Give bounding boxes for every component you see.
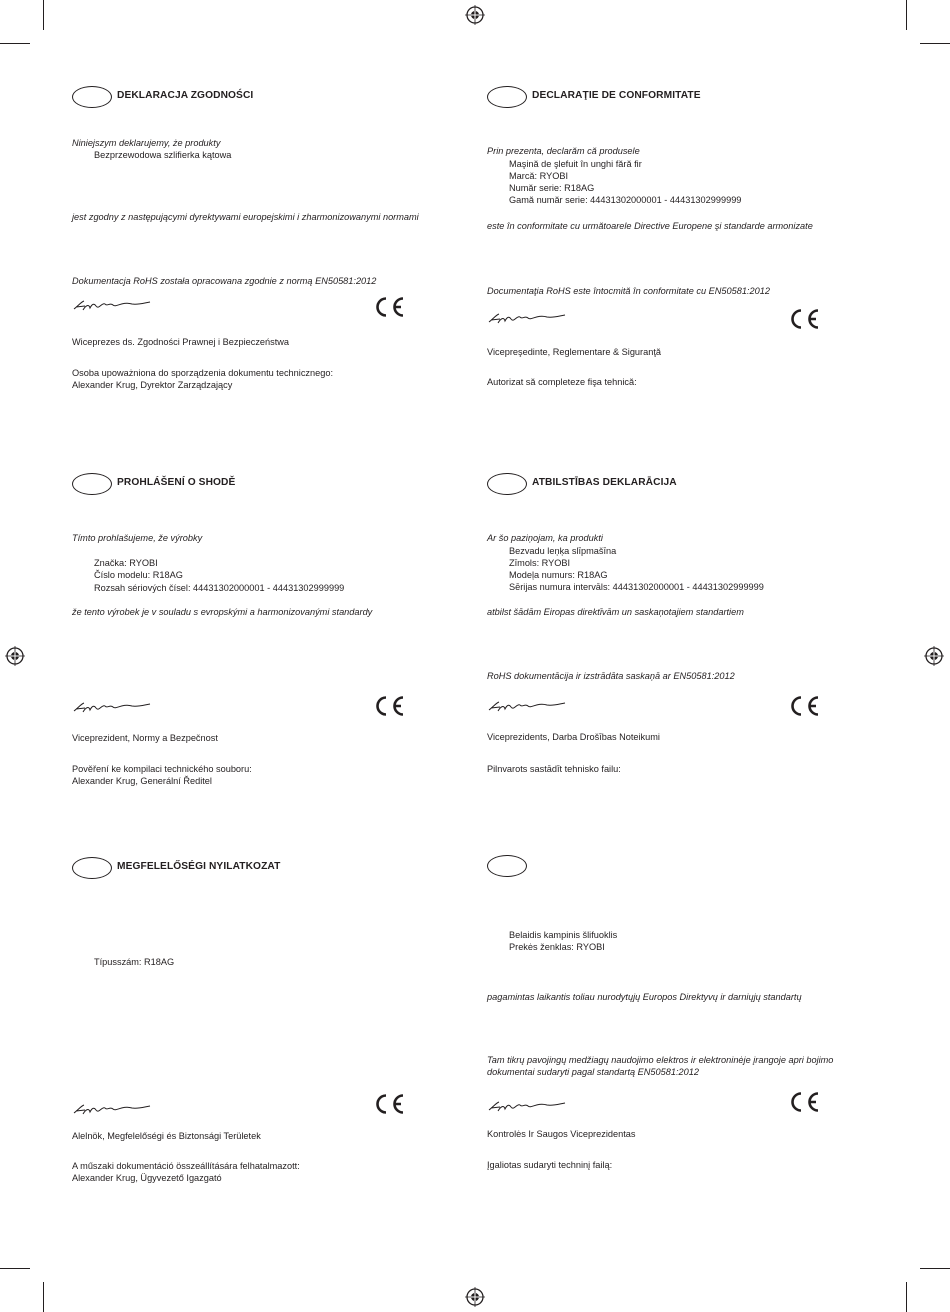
ce-mark-icon [372,695,406,717]
product-line: Bezprzewodowa szlifierka kątowa [94,150,232,160]
intro-text: Niniejszym deklarujemy, że produkty [72,138,221,148]
ce-mark-icon [372,296,406,318]
declaration-section-hungarian [72,857,472,1187]
conformity-text: este în conformitate cu următoarele Directive Europene şi standarde armonizate [487,221,813,231]
product-line: Număr serie: R18AG [509,183,595,193]
crop-mark [920,43,950,44]
conformity-text: pagamintas laikantis toliau nurodytųjų Europos Direktyvų ir darniųjų standartų [487,992,802,1002]
signatory-role: Kontrolės Ir Saugos Viceprezidentas [487,1129,636,1139]
intro-text: Ar šo paziņojam, ka produkti [487,533,603,543]
signature-icon [72,700,154,716]
language-oval-icon [487,473,527,495]
product-line: Modeļa numurs: R18AG [509,570,608,580]
language-oval-icon [487,855,527,877]
crop-mark [906,0,907,30]
declaration-section-romanian [487,86,887,396]
ce-mark-icon [787,695,821,717]
section-header [487,855,887,875]
section-title: ATBILSTĪBAS DEKLARĀCIJA [532,477,677,488]
signature-icon [487,1099,569,1115]
language-oval-icon [72,857,112,879]
declaration-section-lithuanian [487,855,887,1185]
product-line: Značka: RYOBI [94,558,158,568]
conformity-text: atbilst šādām Eiropas direktīvām un saskaņotajiem standartiem [487,607,744,617]
section-title: MEGFELELŐSÉGI NYILATKOZAT [117,861,281,872]
ce-mark-icon [372,1093,406,1115]
declaration-section-polish [72,86,472,396]
product-line: Číslo modelu: R18AG [94,570,183,580]
rohs-text: RoHS dokumentācija ir izstrādāta saskaņā ar EN50581:2012 [487,671,735,681]
crop-mark [906,1282,907,1312]
tech-file-line: Įgaliotas sudaryti techninį failą: [487,1160,613,1170]
rohs-text: Documentaţia RoHS este întocmită în conformitate cu EN50581:2012 [487,286,770,296]
tech-file-line: Pověření ke kompilaci technického souboru: [72,764,252,774]
crop-mark [920,1268,950,1269]
product-line: Belaidis kampinis šlifuoklis [509,930,618,940]
declaration-section-latvian [487,473,887,793]
signature-icon [487,311,569,327]
intro-text: Prin prezenta, declarăm că produsele [487,146,640,156]
rohs-text: Dokumentacja RoHS została opracowana zgodnie z normą EN50581:2012 [72,276,377,286]
intro-text: Tímto prohlašujeme, že výrobky [72,533,203,543]
section-title: PROHLÁŠENÍ O SHODĚ [117,477,236,488]
tech-file-line: A műszaki dokumentáció összeállítására felhatalmazott: [72,1161,300,1171]
language-oval-icon [72,473,112,495]
ce-mark-icon [787,308,821,330]
product-line: Zīmols: RYOBI [509,558,571,568]
registration-mark-icon [465,5,485,25]
product-line: Marcă: RYOBI [509,171,569,181]
signature-icon [72,1102,154,1118]
tech-file-line: Autorizat să completeze fişa tehnică: [487,377,637,387]
ce-mark-icon [787,1091,821,1113]
rohs-text: dokumentai sudaryti pagal standartą EN50581:2012 [487,1067,699,1077]
product-line: Sērijas numura intervāls: 44431302000001 - 44431302999999 [509,582,764,592]
crop-mark [43,1282,44,1312]
signatory-role: Viceprezidents, Darba Drošības Noteikumi [487,732,660,742]
section-header [72,86,472,106]
product-line: Rozsah sériových čísel: 44431302000001 - 44431302999999 [94,583,345,593]
product-line: Maşină de şlefuit în unghi fără fir [509,159,642,169]
tech-file-line: Osoba upoważniona do sporządzenia dokumentu technicznego: [72,368,334,378]
language-oval-icon [72,86,112,108]
product-line: Prekės ženklas: RYOBI [509,942,605,952]
crop-mark [0,43,30,44]
declaration-section-czech [72,473,472,793]
section-header [487,473,887,493]
product-line: Típusszám: R18AG [94,957,175,967]
signature-icon [72,298,154,314]
conformity-text: že tento výrobek je v souladu s evropskými a harmonizovanými standardy [72,607,373,617]
section-header [72,473,472,493]
crop-mark [43,0,44,30]
rohs-text: Tam tikrų pavojingų medžiagų naudojimo elektros ir elektroninėje įrangoje apri bojimo [487,1055,834,1065]
registration-mark-icon [465,1287,485,1307]
tech-file-line: Alexander Krug, Generální Ředitel [72,776,212,786]
registration-mark-icon [924,646,944,666]
registration-mark-icon [5,646,25,666]
signatory-role: Wiceprezes ds. Zgodności Prawnej i Bezpieczeństwa [72,337,290,347]
section-title: DECLARAŢIE DE CONFORMITATE [532,90,701,101]
tech-file-line: Alexander Krug, Dyrektor Zarządzający [72,380,233,390]
crop-mark [0,1268,30,1269]
signatory-role: Alelnök, Megfelelőségi és Biztonsági Területek [72,1131,261,1141]
signatory-role: Vicepreşedinte, Reglementare & Siguranţă [487,347,661,357]
tech-file-line: Alexander Krug, Ügyvezető Igazgató [72,1173,222,1183]
signature-icon [487,699,569,715]
section-header [487,86,887,106]
tech-file-line: Pilnvarots sastādīt tehnisko failu: [487,764,621,774]
section-title: DEKLARACJA ZGODNOŚCI [117,90,254,101]
product-line: Bezvadu leņķa slīpmašīna [509,546,617,556]
product-line: Gamă număr serie: 44431302000001 - 44431302999999 [509,195,742,205]
conformity-text: jest zgodny z następującymi dyrektywami europejskimi i zharmonizowanymi normami [72,212,419,222]
language-oval-icon [487,86,527,108]
section-header [72,857,472,877]
signatory-role: Viceprezident, Normy a Bezpečnost [72,733,218,743]
